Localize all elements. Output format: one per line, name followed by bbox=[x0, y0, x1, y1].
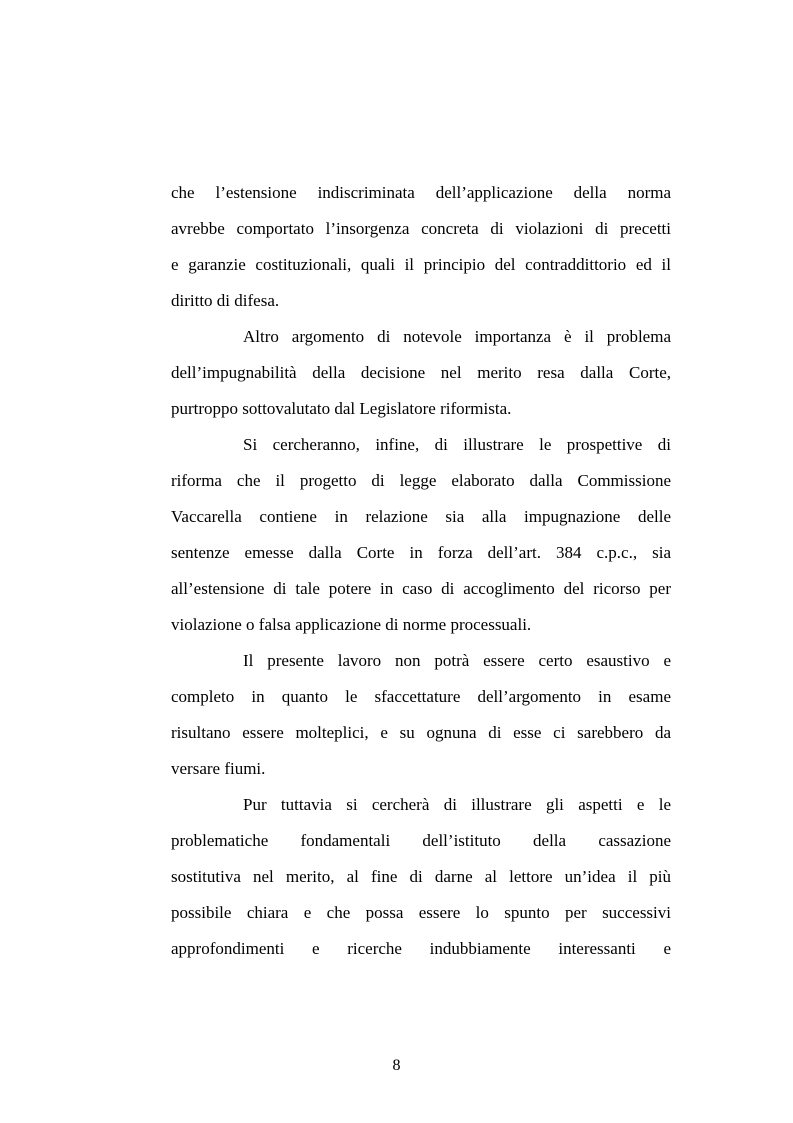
paragraph-5-line-4: possibile chiara e che possa essere lo spunto per successivi bbox=[171, 903, 671, 922]
paragraph-4-line-3: risultano essere molteplici, e su ognuna di esse ci sarebbero da bbox=[171, 723, 671, 742]
paragraph-2-line-1: Altro argomento di notevole importanza è il problema bbox=[243, 327, 671, 346]
paragraph-1-line-4: diritto di difesa. bbox=[171, 291, 280, 310]
page-number: 8 bbox=[392, 1057, 401, 1074]
paragraph-4-line-2: completo in quanto le sfaccettature dell’argomento in esame bbox=[171, 687, 671, 706]
paragraph-2-line-2: dell’impugnabilità della decisione nel merito resa dalla Corte, bbox=[171, 363, 671, 382]
paragraph-5-line-1: Pur tuttavia si cercherà di illustrare gli aspetti e le bbox=[243, 795, 671, 814]
paragraph-3-line-2: riforma che il progetto di legge elaborato dalla Commissione bbox=[171, 471, 671, 490]
paragraph-3-line-1: Si cercheranno, infine, di illustrare le prospettive di bbox=[243, 435, 671, 454]
paragraph-3-line-3: Vaccarella contiene in relazione sia alla impugnazione delle bbox=[171, 507, 671, 526]
paragraph-2-line-3: purtroppo sottovalutato dal Legislatore riformista. bbox=[171, 399, 512, 418]
paragraph-5-line-3: sostitutiva nel merito, al fine di darne al lettore un’idea il più bbox=[171, 867, 671, 886]
paragraph-3-line-4: sentenze emesse dalla Corte in forza dell’art. 384 c.p.c., sia bbox=[171, 543, 671, 562]
paragraph-4-line-4: versare fiumi. bbox=[171, 759, 266, 778]
paragraph-1-line-1: che l’estensione indiscriminata dell’applicazione della norma bbox=[171, 183, 671, 202]
paragraph-1-line-3: e garanzie costituzionali, quali il principio del contraddittorio ed il bbox=[171, 255, 671, 274]
paragraph-3-line-6: violazione o falsa applicazione di norme processuali. bbox=[171, 615, 532, 634]
paragraph-5-line-5: approfondimenti e ricerche indubbiamente interessanti e bbox=[171, 939, 671, 958]
paragraph-1-line-2: avrebbe comportato l’insorgenza concreta di violazioni di precetti bbox=[171, 219, 671, 238]
paragraph-4-line-1: Il presente lavoro non potrà essere certo esaustivo e bbox=[243, 651, 671, 670]
paragraph-3-line-5: all’estensione di tale potere in caso di accoglimento del ricorso per bbox=[171, 579, 671, 598]
paragraph-5-line-2: problematiche fondamentali dell’istituto della cassazione bbox=[171, 831, 671, 850]
